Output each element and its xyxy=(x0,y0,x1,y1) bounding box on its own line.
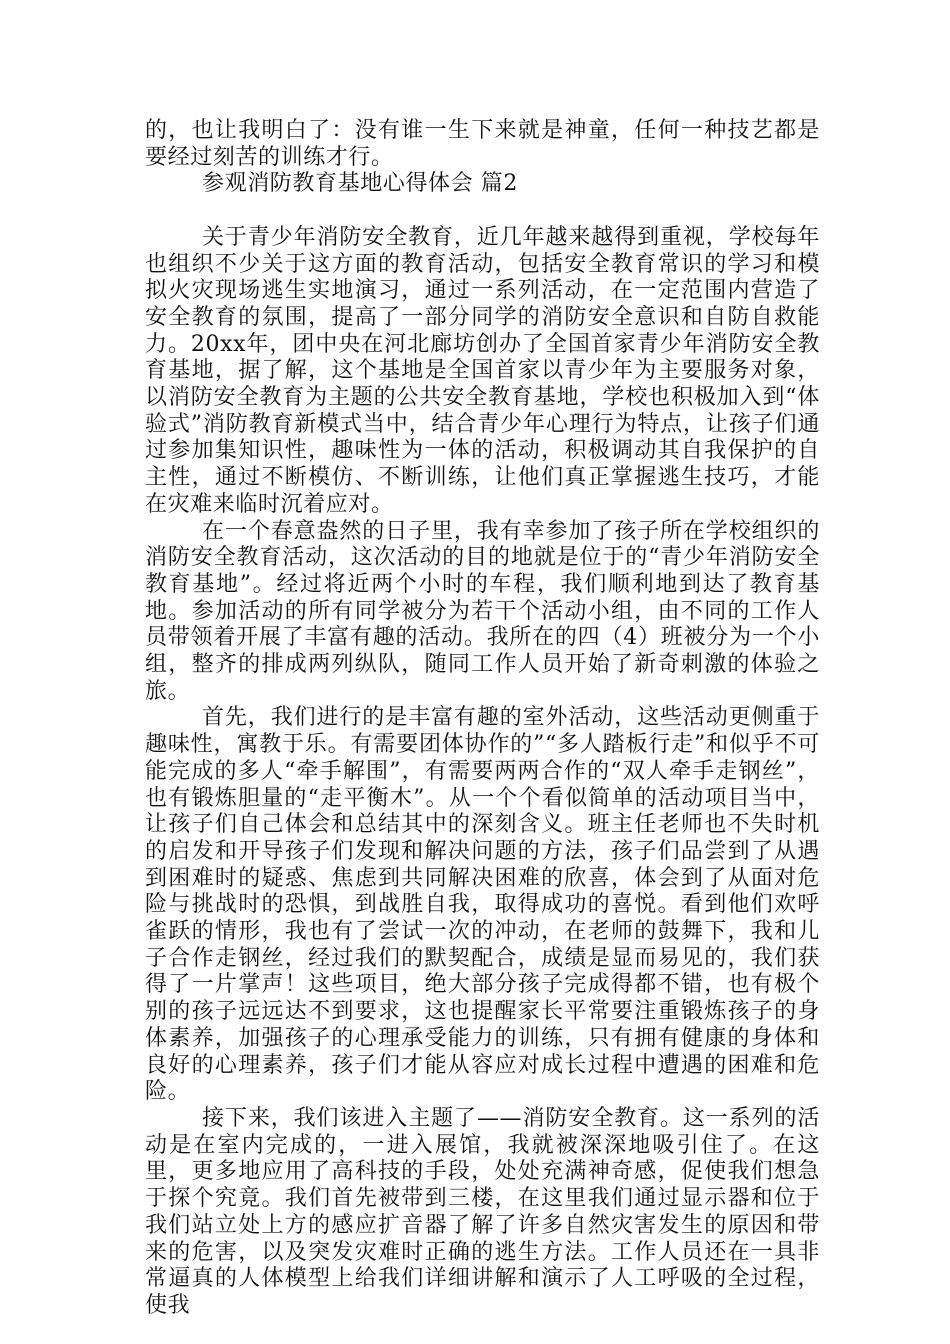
body-paragraph-4: 接下来，我们该进入主题了——消防安全教育。这一系列的活动是在室内完成的，一进入展馆，我就被深深地吸引住了。在这里，更多地应用了高科技的手段，处处充满神奇感，促使我们想急于探个究竟。我们首先被带到三楼，在这里我们通过显示器和位于我们站立处上方的感应扩音器了解了许多自然灾害发生的原因和带来的危害，以及突发灾难时正确的逃生方法。工作人员还在一具非常逼真的人体模型上给我们详细讲解和演示了人工呼吸的全过程，使我 xyxy=(145,1106,820,1318)
section-title: 参观消防教育基地心得体会 篇2 xyxy=(202,171,518,197)
body-paragraph-1: 关于青少年消防安全教育，近几年越来越得到重视，学校每年也组织不少关于这方面的教育活动，包括安全教育常识的学习和模拟火灾现场逃生实地演习，通过一系列活动，在一定范围内营造了安全教育的氛围，提高了一部分同学的消防安全意识和自防自救能力。20xx年，团中央在河北廊坊创办了全国首家青少年消防安全教育基地，据了解，这个基地是全国首家以青少年为主要服务对象，以消防安全教育为主题的公共安全教育基地，学校也积极加入到“体验式”消防教育新模式当中，结合青少年心理行为特点，让孩子们通过参加集知识性，趣味性为一体的活动，积极调动其自我保护的自主性，通过不断模仿、不断训练，让他们真正掌握逃生技巧，才能在灾难来临时沉着应对。 xyxy=(145,224,820,517)
body-paragraph-2: 在一个春意盎然的日子里，我有幸参加了孩子所在学校组织的消防安全教育活动，这次活动的目的地就是位于的“青少年消防安全教育基地”。经过将近两个小时的车程，我们顺利地到达了教育基地。参加活动的所有同学被分为若干个活动小组，由不同的工作人员带领着开展了丰富有趣的活动。我所在的四（4）班被分为一个小组，整齐的排成两列纵队，随同工作人员开始了新奇刺激的体验之旅。 xyxy=(145,518,820,704)
blank-line xyxy=(145,198,820,225)
document-body xyxy=(145,118,820,1320)
body-paragraph-3: 首先，我们进行的是丰富有趣的室外活动，这些活动更侧重于趣味性，寓教于乐。有需要团体协作的”“多人踏板行走”和似乎不可能完成的多人“牵手解围”，有需要两两合作的“双人牵手走钢丝”，也有锻炼胆量的“走平衡木”。从一个个看似简单的活动项目当中，让孩子们自己体会和总结其中的深刻含义。班主任老师也不失时机的启发和开导孩子们发现和解决问题的方法，孩子们品尝到了从遇到困难时的疑惑、焦虑到共同解决困难的欣喜，体会到了从面对危险与挑战时的恐惧，到战胜自我，取得成功的喜悦。看到他们欢呼雀跃的情形，我也有了尝试一次的冲动，在老师的鼓舞下，我和儿子合作走钢丝，经过我们的默契配合，成绩是显而易见的，我们获得了一片掌声！这些项目，绝大部分孩子完成得都不错，也有极个别的孩子远远达不到要求，这也提醒家长平常要注重锻炼孩子的身体素养，加强孩子的心理承受能力的训练，只有拥有健康的身体和良好的心理素养，孩子们才能从容应对成长过程中遭遇的困难和危险。 xyxy=(145,705,820,1105)
continuation-paragraph: 的，也让我明白了：没有谁一生下来就是神童，任何一种技艺都是要经过刻苦的训练才行。 xyxy=(145,118,820,170)
